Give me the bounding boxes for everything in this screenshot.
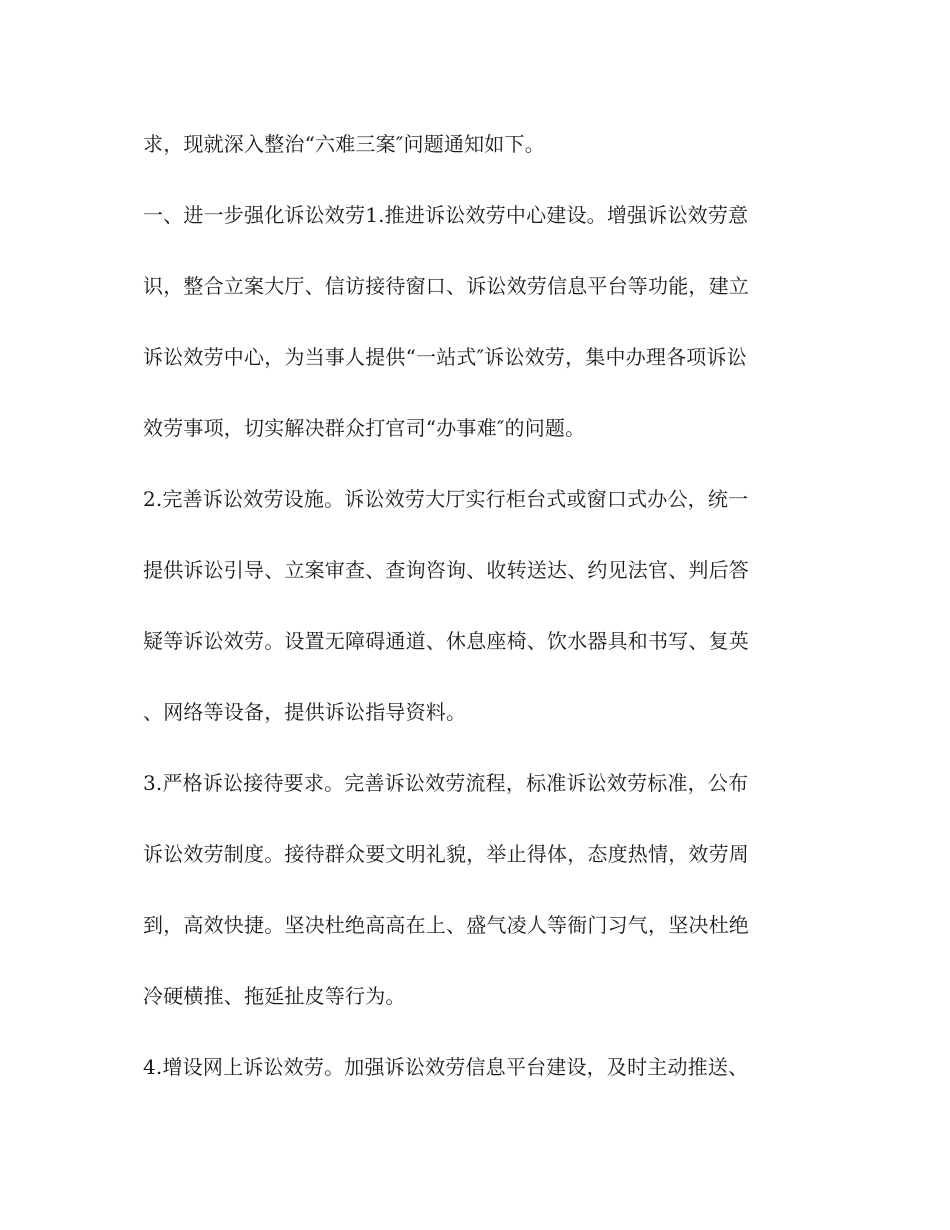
text-line: 冷硬横推、拖延扯皮等行为。 <box>143 984 406 1008</box>
text-line: 4.增设网上诉讼效劳。加强诉讼效劳信息平台建设，及时主动推送、 <box>143 1055 749 1079</box>
text-line: 效劳事项，切实解决群众打官司“办事难″的问题。 <box>143 416 586 440</box>
text-line: 2.完善诉讼效劳设施。诉讼效劳大厅实行柜台式或窗口式办公，统一 <box>143 487 749 511</box>
text-line: 一、进一步强化诉讼效劳1.推进诉讼效劳中心建设。增强诉讼效劳意 <box>143 203 749 227</box>
text-line: 疑等诉讼效劳。设置无障碍通道、休息座椅、饮水器具和书写、复英 <box>143 629 749 653</box>
text-line: 求，现就深入整治“六难三案″问题通知如下。 <box>143 132 545 156</box>
text-line: 提供诉讼引导、立案审查、查询咨询、收转送达、约见法官、判后答 <box>143 558 749 582</box>
text-line: 诉讼效劳中心，为当事人提供“一站式″诉讼效劳，集中办理各项诉讼 <box>143 345 747 369</box>
text-line: 到，高效快捷。坚决杜绝高高在上、盛气凌人等衙门习气，坚决杜绝 <box>143 913 749 937</box>
text-line: 诉讼效劳制度。接待群众要文明礼貌，举止得体，态度热情，效劳周 <box>143 842 749 866</box>
text-line: 识，整合立案大厅、信访接待窗口、诉讼效劳信息平台等功能，建立 <box>143 274 749 298</box>
text-line: 3.严格诉讼接待要求。完善诉讼效劳流程，标准诉讼效劳标准，公布 <box>143 771 749 795</box>
text-line: 、网络等设备，提供诉讼指导资料。 <box>143 700 467 724</box>
